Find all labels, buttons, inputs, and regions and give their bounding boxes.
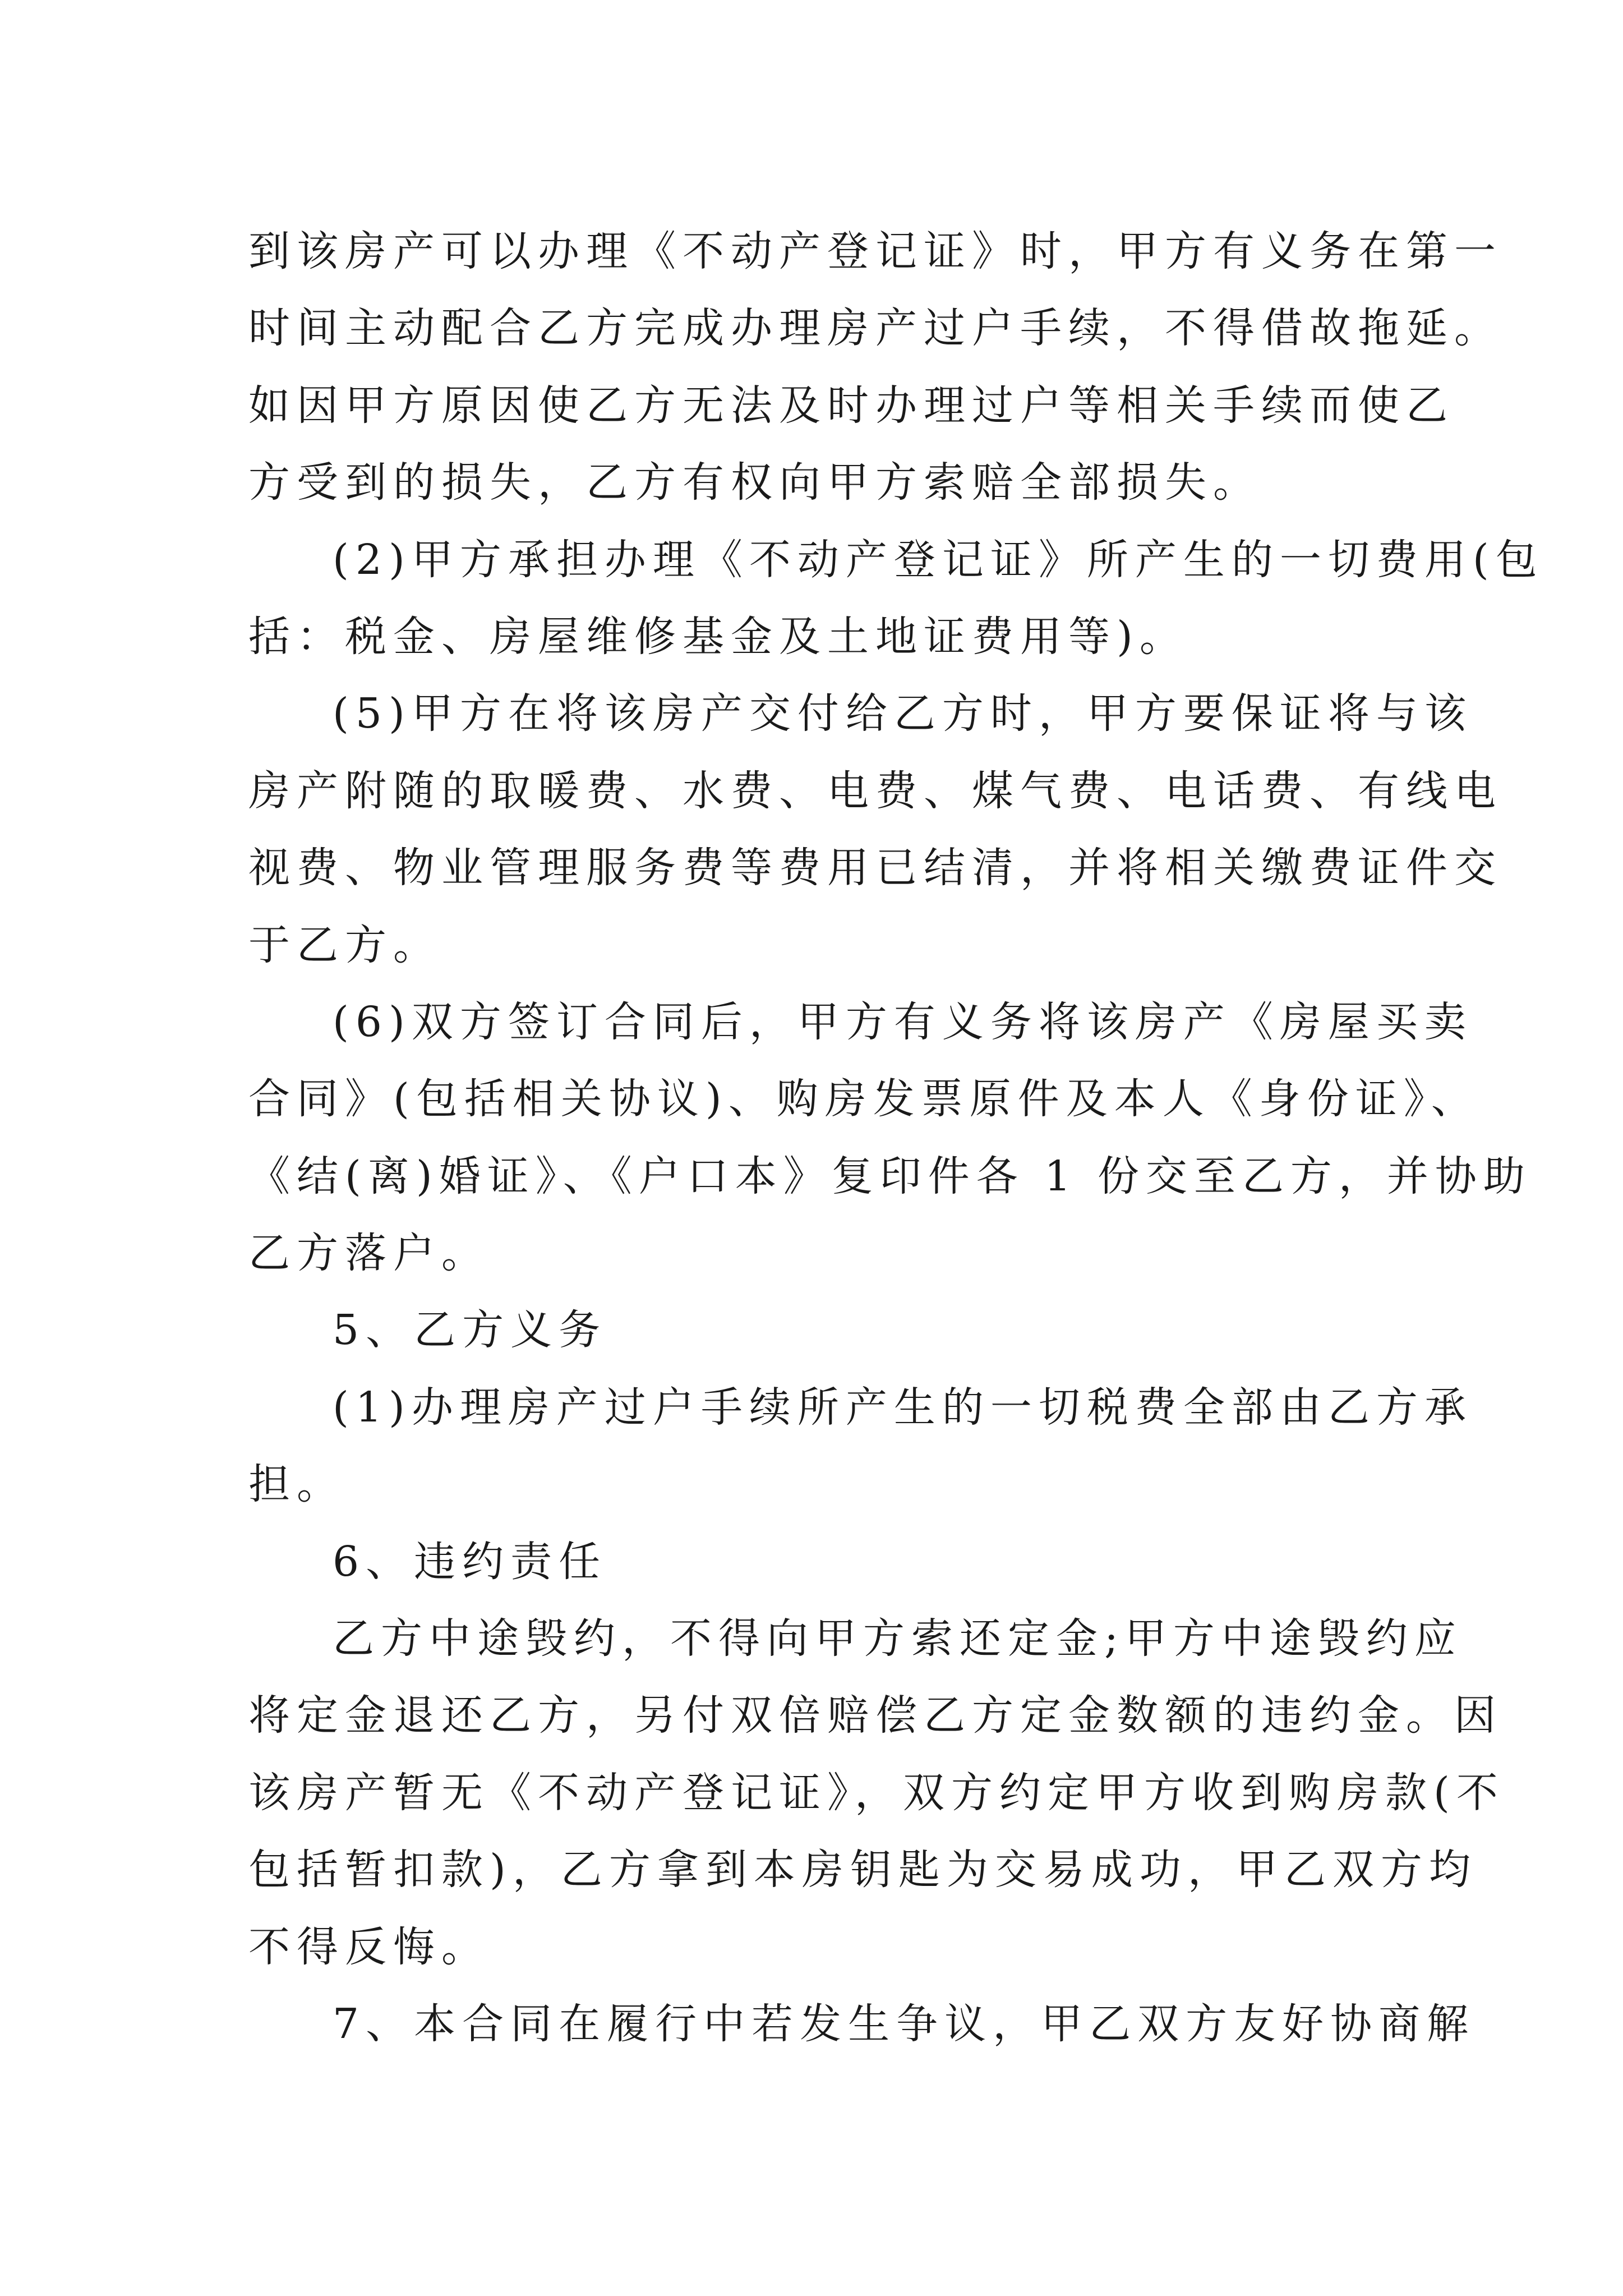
section-heading: 5、乙方义务 (333, 1306, 607, 1355)
text-line: 7、本合同在履行中若发生争议，甲乙双方友好协商解 (333, 1999, 1476, 2048)
text-line: 方受到的损失，乙方有权向甲方索赔全部损失。 (248, 458, 1261, 507)
text-line: 如因甲方原因使乙方无法及时办理过户等相关手续而使乙 (248, 381, 1454, 430)
text-line: (6)双方签订合同后，甲方有义务将该房产《房屋买卖 (333, 997, 1473, 1046)
text-line: 包括暂扣款)，乙方拿到本房钥匙为交易成功，甲乙双方均 (248, 1846, 1477, 1894)
contract-text (248, 213, 1544, 2063)
text-line: 时间主动配合乙方完成办理房产过户手续，不得借故拖延。 (248, 304, 1502, 353)
text-line: 房产附随的取暖费、水费、电费、煤气费、电话费、有线电 (248, 766, 1502, 815)
text-line: 担。 (248, 1460, 345, 1509)
text-line: (5)甲方在将该房产交付给乙方时，甲方要保证将与该 (333, 689, 1473, 738)
section-heading: 6、违约责任 (333, 1537, 607, 1586)
text-line: 乙方落户。 (248, 1229, 490, 1278)
text-line: 视费、物业管理服务费等费用已结清，并将相关缴费证件交 (248, 844, 1502, 892)
text-line: 乙方中途毁约，不得向甲方索还定金;甲方中途毁约应 (333, 1614, 1463, 1663)
text-line: 合同》(包括相关协议)、购房发票原件及本人《身份证》、 (248, 1075, 1479, 1124)
text-line: 将定金退还乙方，另付双倍赔偿乙方定金数额的违约金。因 (248, 1691, 1502, 1740)
text-line: (2)甲方承担办理《不动产登记证》所产生的一切费用(包 (333, 535, 1544, 584)
text-line: 该房产暂无《不动产登记证》，双方约定甲方收到购房款(不 (248, 1768, 1505, 1817)
text-line: 《结(离)婚证》、《户口本》复印件各 1 份交至乙方，并协助 (248, 1152, 1532, 1200)
text-line: 括：税金、房屋维修基金及土地证费用等)。 (248, 612, 1188, 661)
text-line: 到该房产可以办理《不动产登记证》时，甲方有义务在第一 (248, 227, 1502, 275)
text-line: 于乙方。 (248, 921, 441, 969)
text-line: (1)办理房产过户手续所产生的一切税费全部由乙方承 (333, 1383, 1473, 1432)
text-line: 不得反悔。 (248, 1922, 490, 1971)
